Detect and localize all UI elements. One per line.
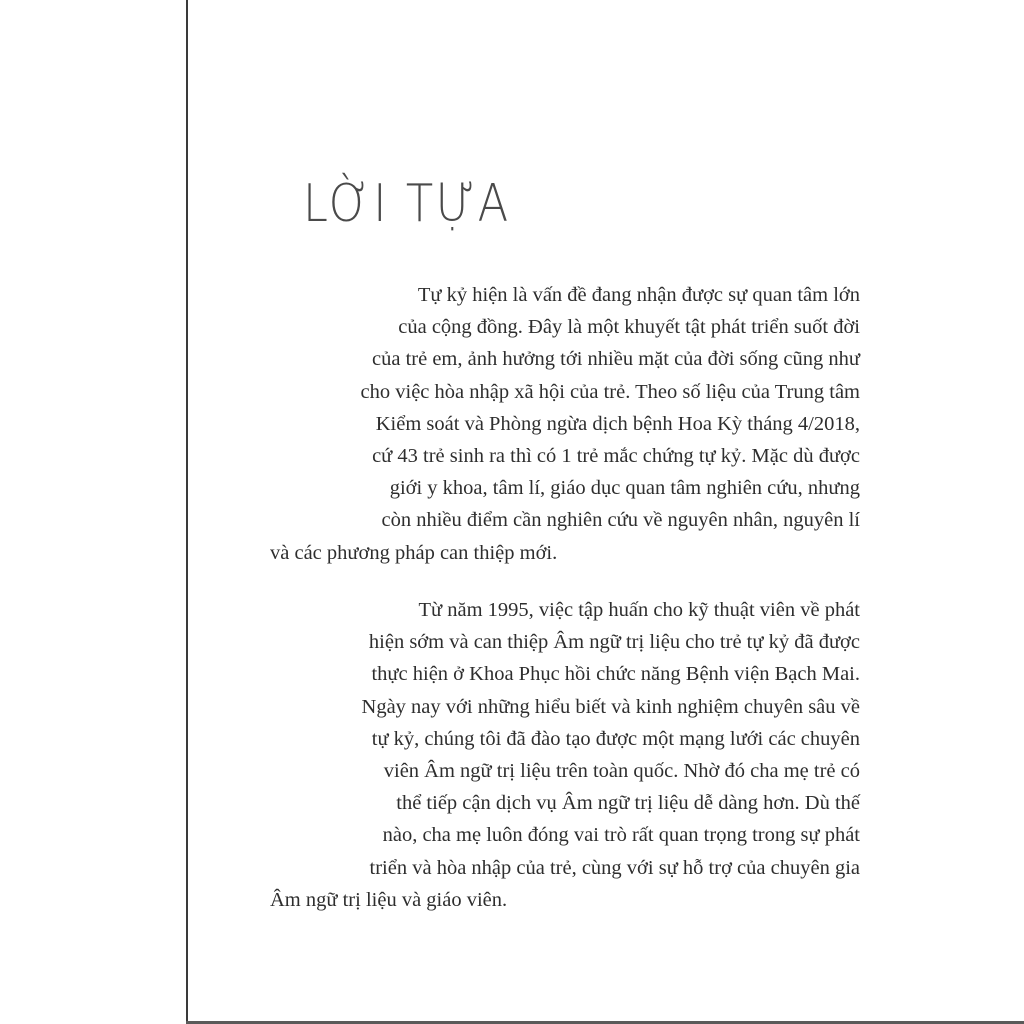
text-line: của cộng đồng. Đây là một khuyết tật phát triển suốt đời bbox=[398, 316, 860, 339]
paragraph-2 bbox=[270, 594, 860, 916]
text-line: Kiểm soát và Phòng ngừa dịch bệnh Hoa Kỳ tháng 4/2018, bbox=[375, 412, 860, 435]
text-line: hiện sớm và can thiệp Âm ngữ trị liệu cho trẻ tự kỷ đã được bbox=[368, 631, 860, 654]
text-line: Từ năm 1995, việc tập huấn cho kỹ thuật viên về phát bbox=[418, 599, 860, 621]
text-line: của trẻ em, ảnh hưởng tới nhiều mặt của đời sống cũng như bbox=[372, 348, 860, 371]
text-line: tự kỷ, chúng tôi đã đào tạo được một mạng lưới các chuyên bbox=[371, 727, 860, 750]
text-line: viên Âm ngữ trị liệu trên toàn quốc. Nhờ đó cha mẹ trẻ có bbox=[383, 760, 860, 783]
text-line: Ngày nay với những hiểu biết và kinh nghiệm chuyên sâu về bbox=[361, 695, 860, 718]
text-line: triển và hòa nhập của trẻ, cùng với sự hỗ trợ của chuyên gia bbox=[369, 856, 860, 879]
page-title: LỜI TỰA bbox=[303, 174, 511, 234]
book-page bbox=[188, 0, 1024, 1021]
text-line: cho việc hòa nhập xã hội của trẻ. Theo số liệu của Trung tâm bbox=[360, 380, 860, 403]
text-line: còn nhiều điểm cần nghiên cứu về nguyên nhân, nguyên lí bbox=[381, 509, 860, 532]
text-line: nào, cha mẹ luôn đóng vai trò rất quan trọng trong sự phát bbox=[382, 824, 860, 847]
paragraph-1 bbox=[270, 279, 860, 569]
text-line: và các phương pháp can thiệp mới. bbox=[270, 541, 558, 564]
text-line: giới y khoa, tâm lí, giáo dục quan tâm nghiên cứu, nhưng bbox=[389, 477, 860, 500]
text-line: thể tiếp cận dịch vụ Âm ngữ trị liệu dễ dàng hơn. Dù thế bbox=[396, 792, 860, 815]
text-line: Tự kỷ hiện là vấn đề đang nhận được sự quan tâm lớn bbox=[417, 284, 860, 306]
text-line: Âm ngữ trị liệu và giáo viên. bbox=[270, 888, 508, 911]
text-line: cứ 43 trẻ sinh ra thì có 1 trẻ mắc chứng tự kỷ. Mặc dù được bbox=[372, 445, 860, 468]
text-line: thực hiện ở Khoa Phục hồi chức năng Bệnh viện Bạch Mai. bbox=[371, 663, 860, 686]
